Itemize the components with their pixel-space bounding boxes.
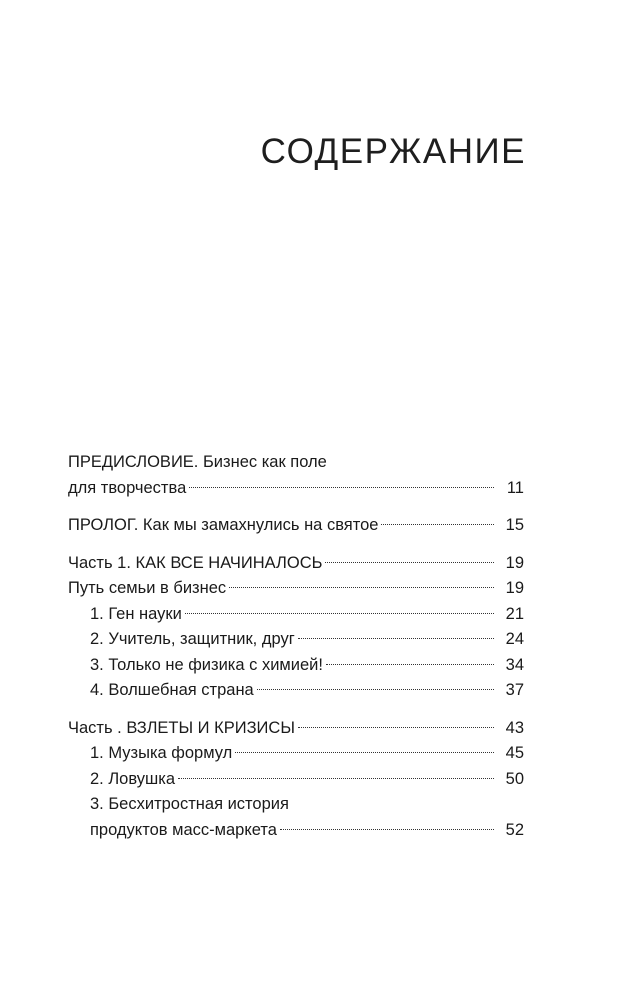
toc-entry-page-number: 45 xyxy=(505,744,524,762)
toc-entry[interactable] xyxy=(68,716,524,742)
toc-entry-label: Часть . ВЗЛЕТЫ И КРИЗИСЫ xyxy=(68,718,295,737)
dot-leader xyxy=(381,524,494,525)
dot-leader xyxy=(325,562,494,563)
toc-entry[interactable] xyxy=(68,513,524,539)
toc-entry[interactable] xyxy=(68,576,524,602)
toc-entry-page-number: 52 xyxy=(505,820,524,839)
toc-entry-page-number: 19 xyxy=(505,553,524,572)
toc-entry-page-number: 37 xyxy=(505,681,524,699)
dot-leader xyxy=(298,727,494,728)
toc-entry-label: 1. Ген науки xyxy=(90,604,182,623)
toc-entry-label: 3. Только не физика с химией! xyxy=(90,655,323,674)
toc-entry-label: 2. Ловушка xyxy=(90,769,175,788)
dot-leader xyxy=(235,752,494,753)
toc-entry[interactable] xyxy=(68,602,524,628)
toc-entry[interactable] xyxy=(68,741,524,767)
toc-entry[interactable] xyxy=(68,767,524,793)
toc-entry-page-number: 43 xyxy=(505,718,524,737)
toc-entry-page-number: 15 xyxy=(505,516,524,534)
toc-entry[interactable] xyxy=(68,450,524,501)
toc-entry-title-line: 3. Бесхитростная история xyxy=(90,795,289,813)
dot-leader xyxy=(185,613,494,614)
toc-entry-label: 1. Музыка формул xyxy=(90,744,233,762)
toc-entry[interactable] xyxy=(68,627,524,653)
toc-entry-label: продуктов масс-маркета xyxy=(90,820,277,839)
table-of-contents xyxy=(68,450,524,843)
dot-leader xyxy=(178,778,494,779)
toc-entry-label: 2. Учитель, защитник, друг xyxy=(90,630,295,648)
page-title: СОДЕРЖАНИЕ xyxy=(260,132,526,171)
toc-entry-page-number: 24 xyxy=(505,630,524,648)
dot-leader xyxy=(229,587,494,588)
toc-entry[interactable] xyxy=(68,792,524,843)
toc-entry-label: 4. Волшебная страна xyxy=(90,681,254,699)
toc-entry-page-number: 11 xyxy=(506,478,524,497)
toc-entry[interactable] xyxy=(68,551,524,577)
toc-entry-page-number: 50 xyxy=(505,769,524,788)
dot-leader xyxy=(280,829,494,830)
toc-entry-label: ПРОЛОГ. Как мы замахнулись на святое xyxy=(68,516,379,534)
toc-entry[interactable] xyxy=(68,653,524,679)
toc-entry-page-number: 19 xyxy=(505,579,524,597)
toc-entry-label: Часть 1. КАК ВСЕ НАЧИНАЛОСЬ xyxy=(68,553,323,572)
toc-entry-title-line: ПРЕДИСЛОВИЕ. Бизнес как поле xyxy=(68,453,327,471)
toc-entry-page-number: 21 xyxy=(505,604,524,623)
dot-leader xyxy=(326,664,494,665)
dot-leader xyxy=(189,487,494,488)
toc-entry[interactable] xyxy=(68,678,524,704)
toc-entry-label: Путь семьи в бизнес xyxy=(68,579,227,597)
dot-leader xyxy=(257,689,494,690)
toc-entry-label: для творчества xyxy=(68,478,187,497)
dot-leader xyxy=(298,638,494,639)
toc-list xyxy=(68,450,524,843)
toc-entry-page-number: 34 xyxy=(505,655,524,674)
